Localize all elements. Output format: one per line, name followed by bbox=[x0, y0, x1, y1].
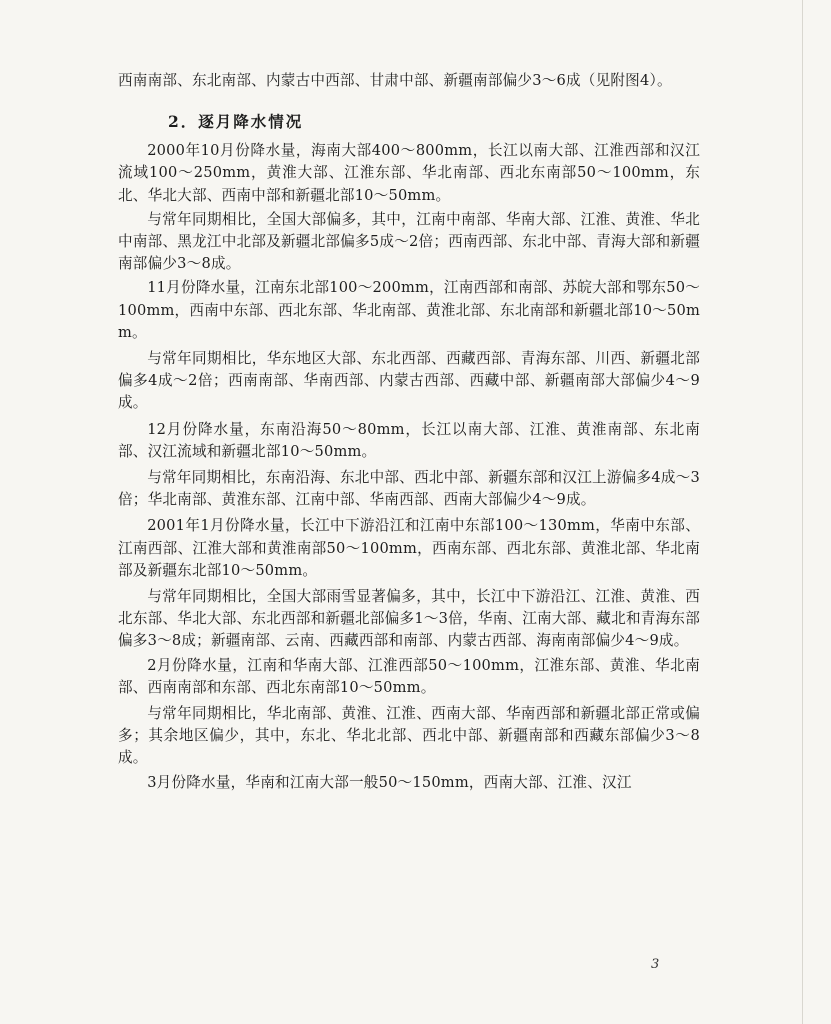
page-number: 3 bbox=[651, 957, 660, 972]
paragraph-nov-compare: 与常年同期相比，华东地区大部、东北西部、西藏西部、青海东部、川西、新疆北部偏多4成～2倍；西南南部、华南西部、内蒙古西部、西藏中部、新疆南部大部偏少4～9成。 bbox=[118, 350, 700, 412]
document-body bbox=[118, 70, 700, 794]
intro-paragraph: 西南南部、东北南部、内蒙古中西部、甘肃中部、新疆南部偏少3～6成（见附图4）。 bbox=[118, 72, 672, 89]
paragraph-jan-compare: 与常年同期相比，全国大部雨雪显著偏多，其中，长江中下游沿江、江淮、黄淮、西北东部、华北大部、东北西部和新疆北部偏多1～3倍，华南、江南大部、藏北和青海东部偏多3～8成；新疆南部、云南、西藏西部和南部、内蒙古西部、海南南部偏少4～9成。 bbox=[118, 588, 700, 650]
paragraph-oct-amount: 2000年10月份降水量，海南大部400～800mm，长江以南大部、江淮西部和汉江流域100～250mm，黄淮大部、江淮东部、华北南部、西北东南部50～100mm，东北、华北大部、西南中部和新疆北部10～50mm。 bbox=[118, 142, 700, 204]
paragraph-mar-amount: 3月份降水量，华南和江南大部一般50～150mm，西南大部、江淮、汉江 bbox=[147, 773, 632, 791]
paragraph-nov-amount: 11月份降水量，江南东北部100～200mm，江南西部和南部、苏皖大部和鄂东50～100mm，西南中东部、西北东部、华北南部、黄淮北部、东北南部和新疆北部10～50mm。 bbox=[118, 279, 700, 341]
page-edge bbox=[802, 0, 803, 1024]
paragraph-jan-amount: 2001年1月份降水量，长江中下游沿江和江南中东部100～130mm，华南中东部、江南西部、江淮大部和黄淮南部50～100mm，西南东部、西北东部、黄淮北部、华北南部及新疆东北部10～50mm。 bbox=[118, 517, 700, 579]
paragraph-feb-compare: 与常年同期相比，华北南部、黄淮、江淮、西南大部、华南西部和新疆北部正常或偏多；其余地区偏少，其中，东北、华北北部、西北中部、新疆南部和西藏东部偏少3～8成。 bbox=[118, 705, 700, 767]
section-heading: 2．逐月降水情况 bbox=[168, 112, 304, 132]
paragraph-dec-amount: 12月份降水量，东南沿海50～80mm，长江以南大部、江淮、黄淮南部、东北南部、汉江流域和新疆北部10～50mm。 bbox=[118, 420, 700, 460]
paragraph-feb-amount: 2月份降水量，江南和华南大部、江淮西部50～100mm，江淮东部、黄淮、华北南部、西南南部和东部、西北东南部10～50mm。 bbox=[118, 656, 700, 696]
paragraph-dec-compare: 与常年同期相比，东南沿海、东北中部、西北中部、新疆东部和汉江上游偏多4成～3倍；华北南部、黄淮东部、江南中部、华南西部、西南大部偏少4～9成。 bbox=[118, 469, 700, 509]
paragraph-oct-compare: 与常年同期相比，全国大部偏多，其中，江南中南部、华南大部、江淮、黄淮、华北中南部、黑龙江中北部及新疆北部偏多5成～2倍；西南西部、东北中部、青海大部和新疆南部偏少3～8成。 bbox=[118, 210, 700, 273]
